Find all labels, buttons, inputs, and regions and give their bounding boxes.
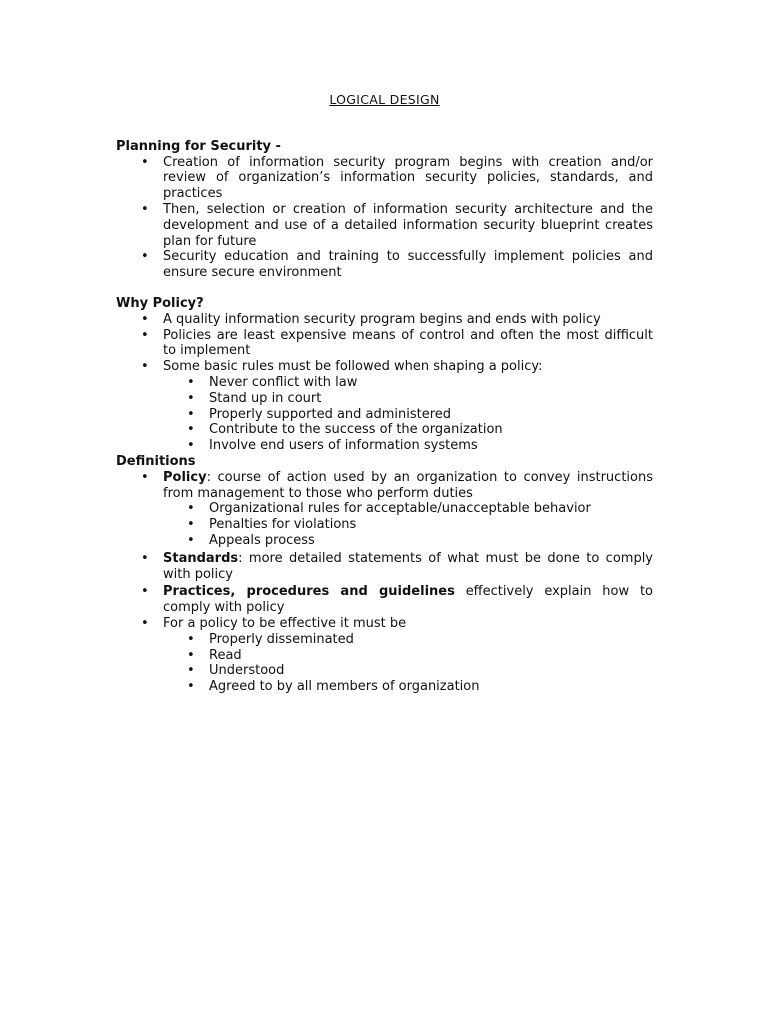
list-item-practices	[116, 584, 653, 616]
list-item-text: Then, selection or creation of information security architecture and the development and use of a detailed information security blueprint creates plan for future	[163, 201, 653, 249]
list-item-text: Security education and training to successfully implement policies and ensure secure environment	[163, 249, 653, 281]
section-definitions	[116, 454, 653, 695]
sublist-item-text: Penalties for violations	[209, 517, 357, 533]
bullet-icon: •	[187, 532, 195, 548]
list-item-text: Creation of information security program begins with creation and/or review of organization’s information security policies, standards, and practices	[163, 154, 653, 202]
sublist-item-text: Agreed to by all members of organization	[209, 679, 480, 695]
bullet-icon: •	[187, 501, 195, 517]
sublist-item	[116, 679, 653, 695]
bullet-icon: •	[187, 517, 195, 533]
sublist-item	[116, 375, 653, 391]
section-heading-why-policy: Why Policy?	[116, 295, 204, 311]
list-item-text: A quality information security program begins and ends with policy	[163, 311, 601, 327]
bullet-icon: •	[141, 584, 149, 600]
sublist-item	[116, 663, 653, 679]
bullet-icon: •	[141, 249, 149, 265]
section-heading-definitions: Definitions	[116, 453, 196, 469]
bullet-icon: •	[141, 469, 149, 485]
sublist-item-text: Stand up in court	[209, 390, 322, 406]
sublist-item-text: Never conflict with law	[209, 374, 358, 390]
bullet-icon: •	[187, 438, 195, 454]
bullet-icon: •	[187, 679, 195, 695]
sublist-item	[116, 533, 653, 549]
sublist-item	[116, 438, 653, 454]
bullet-icon: •	[141, 359, 149, 375]
document-page	[116, 92, 653, 695]
list-item-policy	[116, 470, 653, 549]
sublist-item	[116, 422, 653, 438]
bullet-icon: •	[187, 390, 195, 406]
bullet-icon: •	[187, 647, 195, 663]
list-item-text: Policies are least expensive means of control and often the most difficult to implement	[163, 327, 653, 359]
list-item-text: Some basic rules must be followed when shaping a policy:	[163, 359, 543, 375]
sublist-item-text: Involve end users of information systems	[209, 438, 478, 454]
page-title: LOGICAL DESIGN	[329, 92, 440, 107]
section-why-policy	[116, 296, 653, 454]
bullet-icon: •	[141, 550, 149, 566]
bullet-icon: •	[141, 201, 149, 217]
list-item	[116, 312, 653, 328]
sublist-item	[116, 517, 653, 533]
definition-standards: : more detailed statements of what must be done to comply with policy	[163, 550, 653, 582]
sublist-item	[116, 407, 653, 423]
term-policy: Policy	[163, 469, 207, 485]
bullet-icon: •	[187, 631, 195, 647]
list-item	[116, 202, 653, 249]
sublist-item-text: Appeals process	[209, 532, 315, 548]
spacer	[116, 281, 653, 296]
definitions-list	[116, 470, 653, 695]
sublist-item-text: Properly supported and administered	[209, 406, 452, 422]
why-policy-list	[116, 312, 653, 454]
bullet-icon: •	[141, 311, 149, 327]
bullet-icon: •	[187, 422, 195, 438]
list-item	[116, 155, 653, 202]
list-item-text: For a policy to be effective it must be	[163, 615, 407, 631]
sublist-item	[116, 501, 653, 517]
bullet-icon: •	[141, 327, 149, 343]
rules-sublist	[163, 375, 653, 454]
sublist-item	[116, 648, 653, 664]
definition-practices: effectively explain how to comply with policy	[163, 584, 654, 616]
bullet-icon: •	[187, 663, 195, 679]
bullet-icon: •	[187, 374, 195, 390]
sublist-item	[116, 391, 653, 407]
list-item	[116, 328, 653, 360]
list-item-standards	[116, 551, 653, 583]
term-standards: Standards	[163, 550, 239, 566]
list-item-effective	[116, 616, 653, 695]
bullet-icon: •	[141, 154, 149, 170]
section-planning	[116, 139, 653, 281]
section-heading-planning: Planning for Security -	[116, 138, 281, 154]
sublist-item-text: Understood	[209, 663, 285, 679]
sublist-item	[116, 632, 653, 648]
sublist-item-text: Contribute to the success of the organization	[209, 422, 503, 438]
bullet-icon: •	[141, 615, 149, 631]
effective-sublist	[163, 632, 653, 695]
bullet-icon: •	[187, 406, 195, 422]
planning-list	[116, 155, 653, 281]
definition-policy: : course of action used by an organization to convey instructions from management to those who perform duties	[163, 469, 653, 501]
term-practices: Practices, procedures and guidelines	[163, 584, 455, 600]
policy-sublist	[163, 501, 653, 548]
list-item	[116, 249, 653, 281]
list-item	[116, 359, 653, 454]
sublist-item-text: Properly disseminated	[209, 631, 354, 647]
sublist-item-text: Organizational rules for acceptable/unacceptable behavior	[209, 501, 591, 517]
sublist-item-text: Read	[209, 647, 242, 663]
